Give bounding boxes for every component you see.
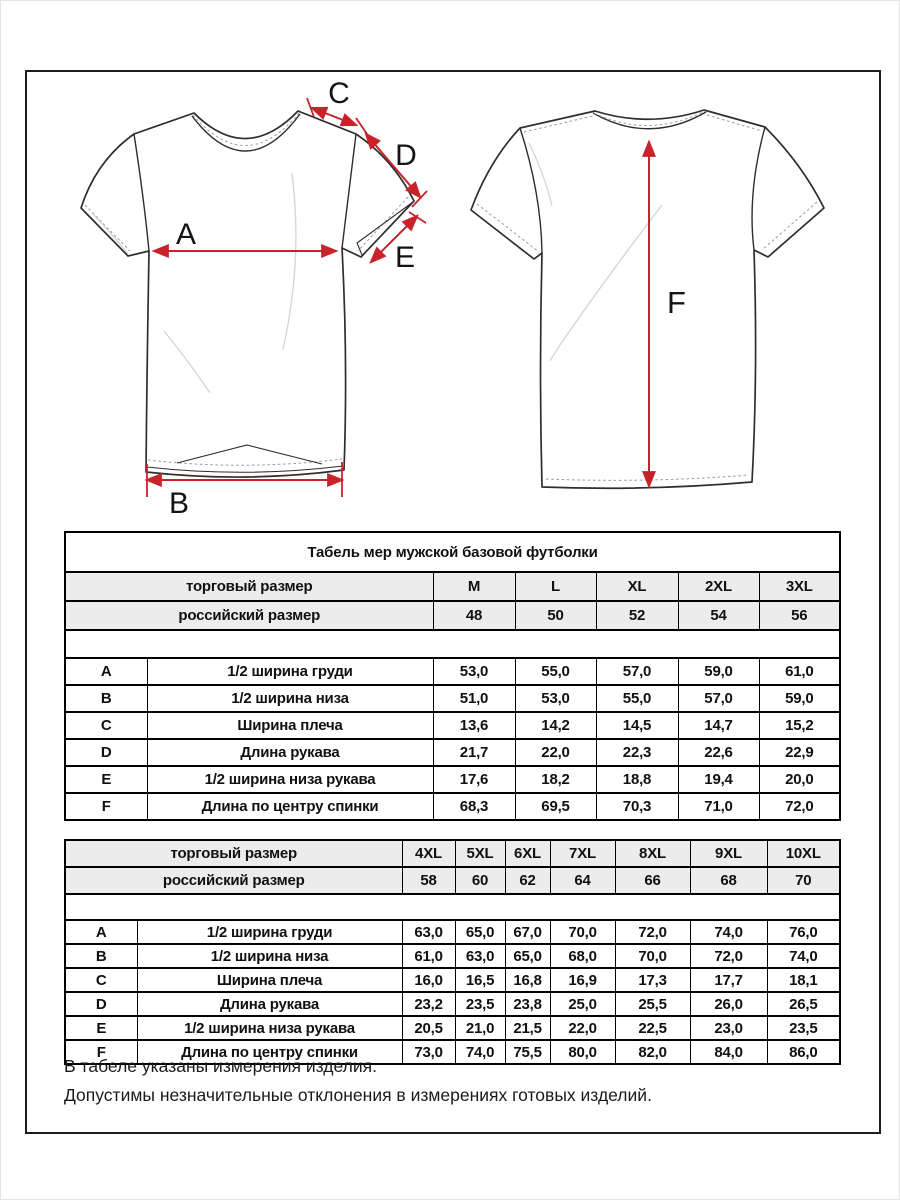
value-cell: 86,0 xyxy=(767,1040,840,1064)
letter-cell: B xyxy=(65,944,137,968)
measure-row-a xyxy=(65,920,840,944)
value-cell: 22,0 xyxy=(550,1016,615,1040)
size-cell: 54 xyxy=(678,601,759,630)
value-cell: 20,0 xyxy=(759,766,840,793)
size-cell: M xyxy=(433,572,515,601)
value-cell: 23,0 xyxy=(690,1016,767,1040)
size-cell: XL xyxy=(596,572,678,601)
size-cell: 62 xyxy=(505,867,550,894)
size-cell: 3XL xyxy=(759,572,840,601)
letter-cell: A xyxy=(65,658,147,685)
value-cell: 57,0 xyxy=(596,658,678,685)
value-cell: 53,0 xyxy=(433,658,515,685)
value-cell: 75,5 xyxy=(505,1040,550,1064)
size-cell: 52 xyxy=(596,601,678,630)
size-cell: 66 xyxy=(615,867,690,894)
measure-name-cell: Ширина плеча xyxy=(137,968,402,992)
value-cell: 14,7 xyxy=(678,712,759,739)
value-cell: 59,0 xyxy=(678,658,759,685)
note-line-1: В табеле указаны измерения изделия. xyxy=(64,1056,377,1076)
size-cell: 48 xyxy=(433,601,515,630)
value-cell: 20,5 xyxy=(402,1016,455,1040)
value-cell: 80,0 xyxy=(550,1040,615,1064)
value-cell: 17,6 xyxy=(433,766,515,793)
measure-name-cell: 1/2 ширина груди xyxy=(147,658,433,685)
value-cell: 16,8 xyxy=(505,968,550,992)
value-cell: 72,0 xyxy=(759,793,840,820)
value-cell: 84,0 xyxy=(690,1040,767,1064)
value-cell: 70,3 xyxy=(596,793,678,820)
value-cell: 22,3 xyxy=(596,739,678,766)
letter-cell: B xyxy=(65,685,147,712)
value-cell: 16,9 xyxy=(550,968,615,992)
tshirt-measurement-diagram xyxy=(1,1,900,541)
value-cell: 17,3 xyxy=(615,968,690,992)
value-cell: 68,0 xyxy=(550,944,615,968)
value-cell: 15,2 xyxy=(759,712,840,739)
measure-name-cell: Длина рукава xyxy=(147,739,433,766)
value-cell: 53,0 xyxy=(515,685,596,712)
size-cell: 9XL xyxy=(690,840,767,867)
size-cell: 56 xyxy=(759,601,840,630)
spacer-row xyxy=(65,894,840,920)
measure-row-f xyxy=(65,793,840,820)
value-cell: 21,7 xyxy=(433,739,515,766)
value-cell: 63,0 xyxy=(402,920,455,944)
size-cell: 58 xyxy=(402,867,455,894)
size-cell: 4XL xyxy=(402,840,455,867)
letter-cell: C xyxy=(65,712,147,739)
value-cell: 61,0 xyxy=(402,944,455,968)
back-body-outline xyxy=(471,110,824,488)
measure-row-a xyxy=(65,658,840,685)
spacer-row xyxy=(65,630,840,658)
value-cell: 63,0 xyxy=(455,944,505,968)
measure-row-b xyxy=(65,944,840,968)
russian-size-row xyxy=(65,601,840,630)
size-cell: 50 xyxy=(515,601,596,630)
dimension-label-e: E xyxy=(394,241,416,274)
table-title-row xyxy=(65,532,840,572)
size-cell: 68 xyxy=(690,867,767,894)
value-cell: 25,0 xyxy=(550,992,615,1016)
value-cell: 51,0 xyxy=(433,685,515,712)
dimension-label-d: D xyxy=(395,139,417,172)
tshirt-front-drawing xyxy=(81,77,427,520)
russian-size-label: российский размер xyxy=(65,867,402,894)
measure-name-cell: Длина по центру спинки xyxy=(137,1040,402,1064)
measure-name-cell: Ширина плеча xyxy=(147,712,433,739)
trade-size-row xyxy=(65,840,840,867)
value-cell: 67,0 xyxy=(505,920,550,944)
value-cell: 76,0 xyxy=(767,920,840,944)
measure-row-c xyxy=(65,968,840,992)
value-cell: 26,5 xyxy=(767,992,840,1016)
letter-cell: C xyxy=(65,968,137,992)
value-cell: 57,0 xyxy=(678,685,759,712)
measure-row-d xyxy=(65,992,840,1016)
spacer-cell xyxy=(65,894,840,920)
value-cell: 22,6 xyxy=(678,739,759,766)
letter-cell: E xyxy=(65,766,147,793)
notes-block xyxy=(64,1052,652,1110)
value-cell: 21,0 xyxy=(455,1016,505,1040)
dimension-tick-d-end xyxy=(412,191,427,207)
value-cell: 73,0 xyxy=(402,1040,455,1064)
measure-row-b xyxy=(65,685,840,712)
dimension-label-f: F xyxy=(667,285,686,320)
value-cell: 16,0 xyxy=(402,968,455,992)
value-cell: 23,5 xyxy=(455,992,505,1016)
value-cell: 68,3 xyxy=(433,793,515,820)
measure-name-cell: Длина по центру спинки xyxy=(147,793,433,820)
value-cell: 74,0 xyxy=(690,920,767,944)
value-cell: 19,4 xyxy=(678,766,759,793)
value-cell: 18,8 xyxy=(596,766,678,793)
value-cell: 22,5 xyxy=(615,1016,690,1040)
letter-cell: D xyxy=(65,992,137,1016)
dimension-label-c: C xyxy=(328,77,350,110)
value-cell: 25,5 xyxy=(615,992,690,1016)
size-cell: 6XL xyxy=(505,840,550,867)
value-cell: 69,5 xyxy=(515,793,596,820)
value-cell: 22,9 xyxy=(759,739,840,766)
size-cell: L xyxy=(515,572,596,601)
trade-size-label: торговый размер xyxy=(65,840,402,867)
measure-name-cell: Длина рукава xyxy=(137,992,402,1016)
value-cell: 13,6 xyxy=(433,712,515,739)
front-body-outline xyxy=(81,111,414,477)
value-cell: 72,0 xyxy=(615,920,690,944)
value-cell: 70,0 xyxy=(615,944,690,968)
value-cell: 26,0 xyxy=(690,992,767,1016)
table-title: Табель мер мужской базовой футболки xyxy=(65,532,840,572)
value-cell: 14,2 xyxy=(515,712,596,739)
value-cell: 72,0 xyxy=(690,944,767,968)
value-cell: 74,0 xyxy=(455,1040,505,1064)
measure-row-e xyxy=(65,766,840,793)
value-cell: 18,2 xyxy=(515,766,596,793)
trade-size-label: торговый размер xyxy=(65,572,433,601)
measure-name-cell: 1/2 ширина низа xyxy=(137,944,402,968)
value-cell: 65,0 xyxy=(505,944,550,968)
size-cell: 8XL xyxy=(615,840,690,867)
value-cell: 18,1 xyxy=(767,968,840,992)
size-cell: 60 xyxy=(455,867,505,894)
size-cell: 7XL xyxy=(550,840,615,867)
letter-cell: D xyxy=(65,739,147,766)
note-line-2: Допустимы незначительные отклонения в измерениях готовых изделий. xyxy=(64,1085,652,1105)
size-cell: 64 xyxy=(550,867,615,894)
value-cell: 23,8 xyxy=(505,992,550,1016)
value-cell: 14,5 xyxy=(596,712,678,739)
size-table-extended xyxy=(64,839,841,1065)
measure-row-e xyxy=(65,1016,840,1040)
value-cell: 22,0 xyxy=(515,739,596,766)
value-cell: 55,0 xyxy=(515,658,596,685)
measure-name-cell: 1/2 ширина груди xyxy=(137,920,402,944)
value-cell: 65,0 xyxy=(455,920,505,944)
letter-cell: F xyxy=(65,1040,137,1064)
measure-row-d xyxy=(65,739,840,766)
tshirt-back-drawing xyxy=(471,110,824,488)
letter-cell: E xyxy=(65,1016,137,1040)
value-cell: 82,0 xyxy=(615,1040,690,1064)
size-cell: 10XL xyxy=(767,840,840,867)
letter-cell: A xyxy=(65,920,137,944)
spacer-cell xyxy=(65,630,840,658)
russian-size-row xyxy=(65,867,840,894)
size-table-primary xyxy=(64,531,841,821)
value-cell: 21,5 xyxy=(505,1016,550,1040)
value-cell: 61,0 xyxy=(759,658,840,685)
dimension-label-b: B xyxy=(168,487,190,520)
value-cell: 74,0 xyxy=(767,944,840,968)
measure-name-cell: 1/2 ширина низа рукава xyxy=(147,766,433,793)
value-cell: 16,5 xyxy=(455,968,505,992)
size-cell: 5XL xyxy=(455,840,505,867)
dimension-tick-shoulder xyxy=(356,118,367,134)
value-cell: 59,0 xyxy=(759,685,840,712)
value-cell: 71,0 xyxy=(678,793,759,820)
dimension-label-a: A xyxy=(175,218,197,251)
measure-row-c xyxy=(65,712,840,739)
letter-cell: F xyxy=(65,793,147,820)
size-cell: 70 xyxy=(767,867,840,894)
measure-name-cell: 1/2 ширина низа рукава xyxy=(137,1016,402,1040)
size-cell: 2XL xyxy=(678,572,759,601)
value-cell: 55,0 xyxy=(596,685,678,712)
value-cell: 23,2 xyxy=(402,992,455,1016)
value-cell: 23,5 xyxy=(767,1016,840,1040)
measure-name-cell: 1/2 ширина низа xyxy=(147,685,433,712)
value-cell: 70,0 xyxy=(550,920,615,944)
russian-size-label: российский размер xyxy=(65,601,433,630)
trade-size-row xyxy=(65,572,840,601)
value-cell: 17,7 xyxy=(690,968,767,992)
